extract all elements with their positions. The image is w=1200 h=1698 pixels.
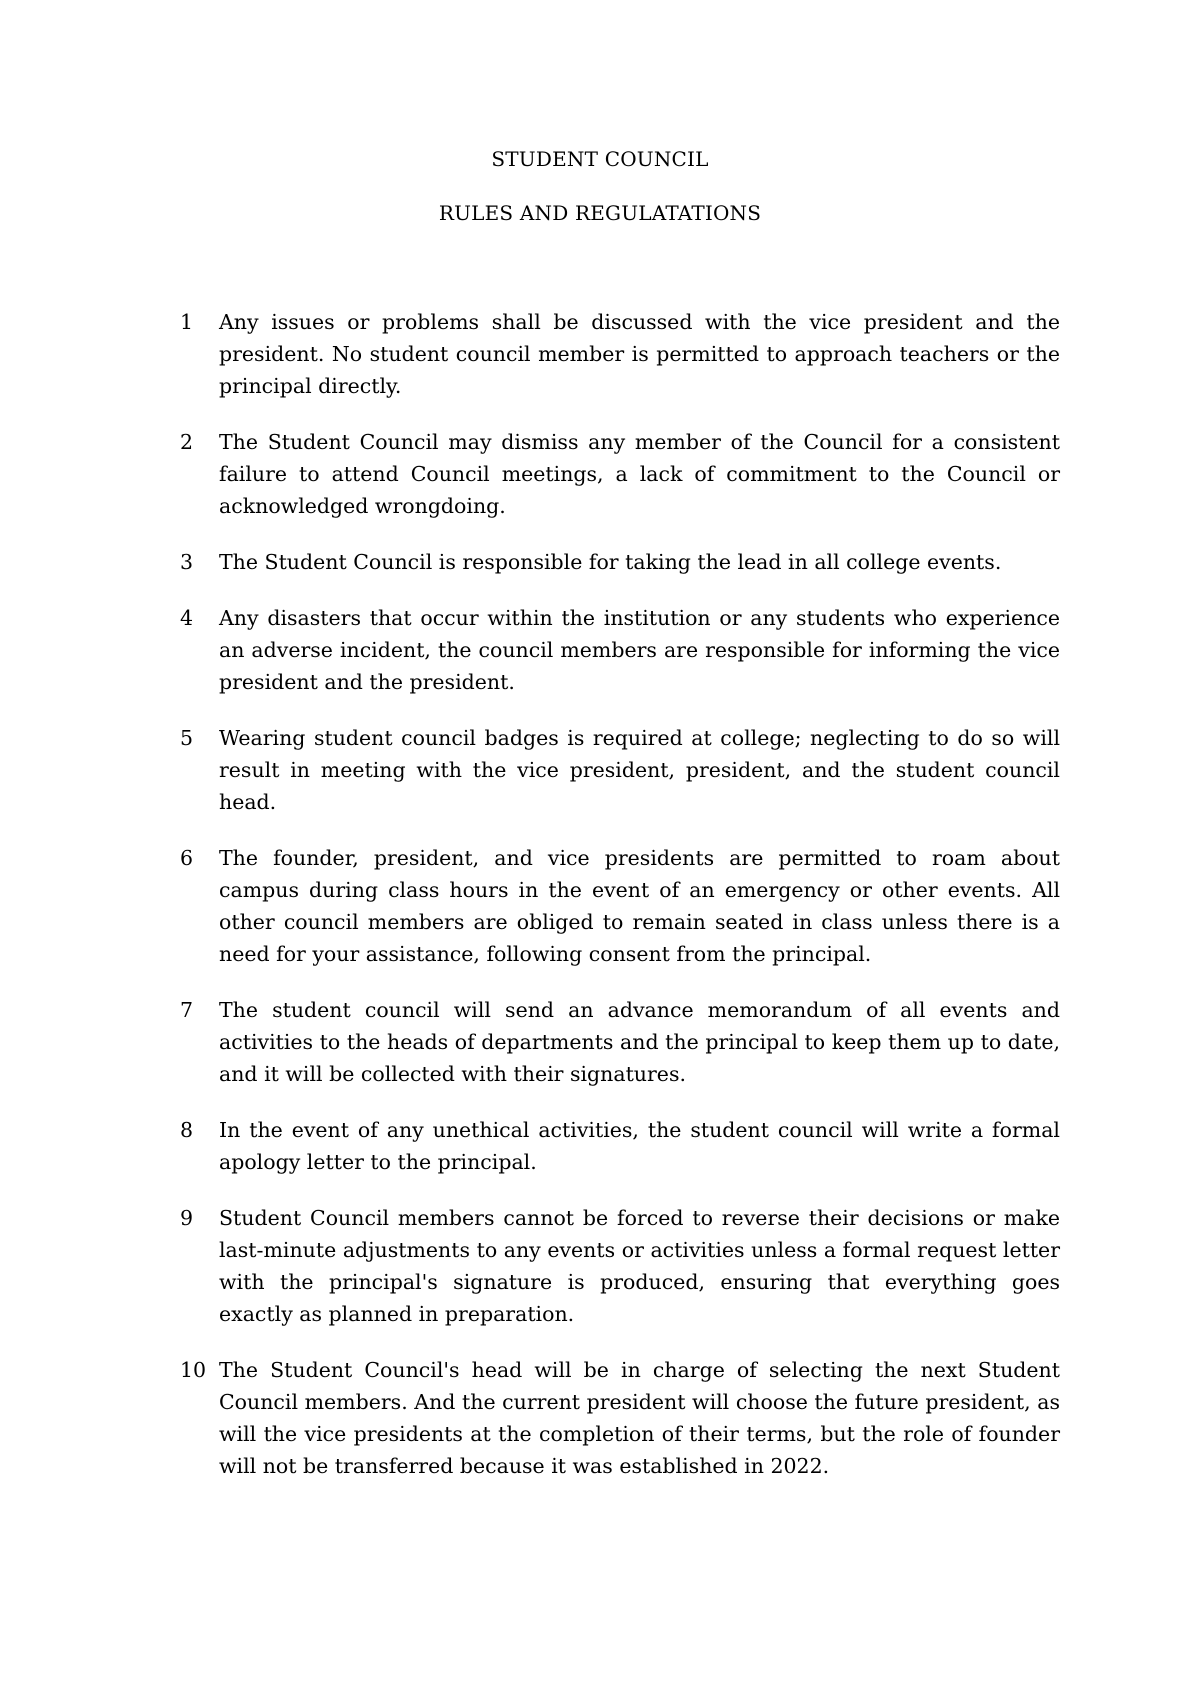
rule-number: 7 (180, 998, 194, 1022)
rule-text: Any disasters that occur within the institution or any students who experience an adverse incident, the council members are responsible for informing the vice president and the president. (219, 606, 1060, 694)
rule-number: 5 (180, 726, 194, 750)
rule-item-5 (180, 722, 1060, 818)
rule-item-9 (180, 1202, 1060, 1330)
document-title: STUDENT COUNCIL (491, 147, 709, 171)
rule-number: 8 (180, 1118, 194, 1142)
rule-text: Any issues or problems shall be discussed with the vice president and the president. No student council member is permitted to approach teachers or the principal directly. (219, 310, 1060, 398)
document-subtitle: RULES AND REGULATATIONS (438, 201, 762, 225)
rule-text: The Student Council may dismiss any member of the Council for a consistent failure to attend Council meetings, a lack of commitment to the Council or acknowledged wrongdoing. (219, 430, 1060, 518)
rule-number: 2 (180, 430, 194, 454)
rule-item-7 (180, 994, 1060, 1090)
rule-number: 9 (180, 1206, 194, 1230)
rule-text: The Student Council is responsible for taking the lead in all college events. (219, 550, 1002, 574)
rule-number: 3 (180, 550, 194, 574)
rule-item-6 (180, 842, 1060, 970)
rule-number: 1 (180, 310, 194, 334)
rule-text: The student council will send an advance memorandum of all events and activities to the heads of departments and the principal to keep them up to date, and it will be collected with their signatures. (219, 998, 1060, 1086)
rule-item-8 (180, 1114, 1060, 1178)
rule-text: In the event of any unethical activities, the student council will write a formal apology letter to the principal. (219, 1118, 1060, 1174)
rule-number: 10 (180, 1358, 207, 1382)
rule-item-3 (180, 546, 1060, 578)
rules-list (180, 306, 1060, 1506)
rule-item-2 (180, 426, 1060, 522)
rule-number: 4 (180, 606, 194, 630)
rule-text: Wearing student council badges is required at college; neglecting to do so will result in meeting with the vice president, president, and the student council head. (219, 726, 1060, 814)
rule-item-10 (180, 1354, 1060, 1482)
rule-text: The Student Council's head will be in charge of selecting the next Student Council members. And the current president will choose the future president, as will the vice presidents at the completion of their terms, but the role of founder will not be transferred because it was established in 2022. (219, 1358, 1060, 1478)
rule-item-1 (180, 306, 1060, 402)
rule-text: The founder, president, and vice presidents are permitted to roam about campus during class hours in the event of an emergency or other events. All other council members are obliged to remain seated in class unless there is a need for your assistance, following consent from the principal. (219, 846, 1060, 966)
rule-number: 6 (180, 846, 194, 870)
rule-item-4 (180, 602, 1060, 698)
rule-text: Student Council members cannot be forced to reverse their decisions or make last-minute adjustments to any events or activities unless a formal request letter with the principal's signature is produced, ensuring that everything goes exactly as planned in preparation. (219, 1206, 1060, 1326)
